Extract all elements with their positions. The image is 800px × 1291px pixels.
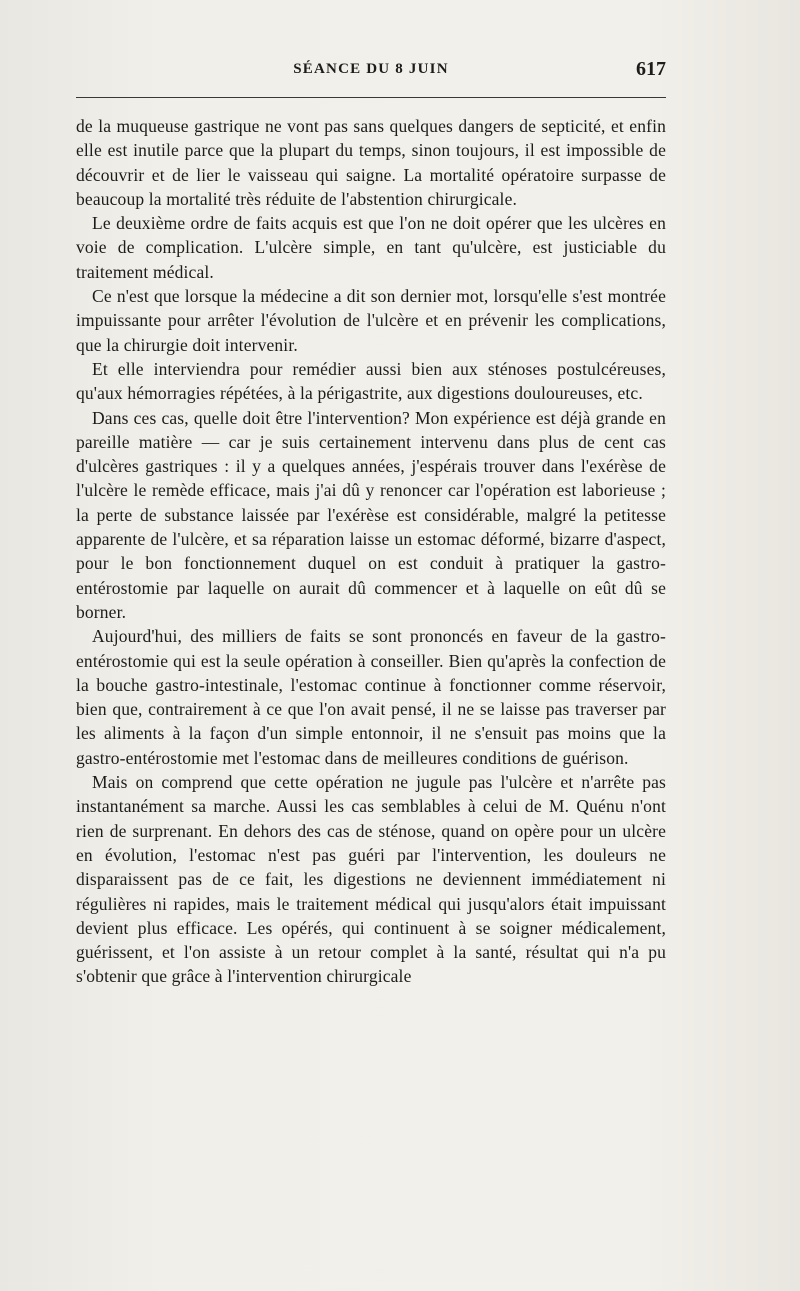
paragraph-1: de la muqueuse gastrique ne vont pas sans quelques dangers de septicité, et enfin elle est inutile parce que la plupart du temps, sinon toujours, il est impossible de découvrir et de lier le vaisseau qui saigne. La mortalité opératoire surpasse de beaucoup la mortalité très réduite de l'abstention chirurgicale. — [76, 116, 666, 209]
header-rule — [76, 97, 666, 98]
paragraph-3: Ce n'est que lorsque la médecine a dit son dernier mot, lorsqu'elle s'est montrée impuissante pour arrêter l'évolution de l'ulcère et en prévenir les complications, que la chirurgie doit intervenir. — [76, 286, 666, 355]
paragraph-4: Et elle interviendra pour remédier aussi bien aux sténoses postulcéreuses, qu'aux hémorragies répétées, à la périgastrite, aux digestions douloureuses, etc. — [76, 358, 666, 404]
paragraph-6: Aujourd'hui, des milliers de faits se sont prononcés en faveur de la gastro-entérostomie qui est la seule opération à conseiller. Bien qu'après la confection de la bouche gastro-intestinale, l'estomac continue à fonctionner comme réservoir, bien que, contrairement à ce que l'on avait pensé, il ne se laisse pas traverser par les aliments à la façon d'un simple entonnoir, il ne s'ensuit pas moins que la gastro-entérostomie met l'estomac dans de meilleures conditions de guérison. — [76, 626, 666, 768]
page-number: 617 — [636, 58, 666, 80]
page-header — [76, 58, 666, 84]
running-title: SÉANCE DU 8 JUIN — [293, 61, 449, 77]
paragraph-5: Dans ces cas, quelle doit être l'intervention? Mon expérience est déjà grande en pareille matière — car je suis certainement intervenu dans plus de cent cas d'ulcères gastriques : il y a quelques années, j'espérais trouver dans l'exérèse de l'ulcère le remède efficace, mais j'ai dû y renoncer car l'opération est laborieuse ; la perte de substance laissée par l'exérèse est considérable, malgré la petitesse apparente de l'ulcère, et sa réparation laisse un estomac déformé, bizarre d'aspect, pour le bon fonctionnement duquel on est conduit à pratiquer la gastro-entérostomie par laquelle on aurait dû commencer et à laquelle on eût dû se borner. — [76, 407, 666, 622]
paragraph-2: Le deuxième ordre de faits acquis est que l'on ne doit opérer que les ulcères en voie de complication. L'ulcère simple, en tant qu'ulcère, est justiciable du traitement médical. — [76, 213, 666, 282]
paragraph-7: Mais on comprend que cette opération ne jugule pas l'ulcère et n'arrête pas instantanément sa marche. Aussi les cas semblables à celui de M. Quénu n'ont rien de surprenant. En dehors des cas de sténose, quand on opère pour un ulcère en évolution, l'estomac n'est pas guéri par l'intervention, les douleurs ne disparaissent pas de ce fait, les digestions ne deviennent immédiatement ni régulières ni rapides, mais le traitement médical qui jusqu'alors était impuissant devient plus efficace. Les opérés, qui continuent à se soigner médicalement, guérissent, et l'on assiste à un retour complet à la santé, résultat qui n'a pu s'obtenir que grâce à l'intervention chirurgicale — [76, 772, 666, 987]
body-text — [76, 114, 666, 989]
